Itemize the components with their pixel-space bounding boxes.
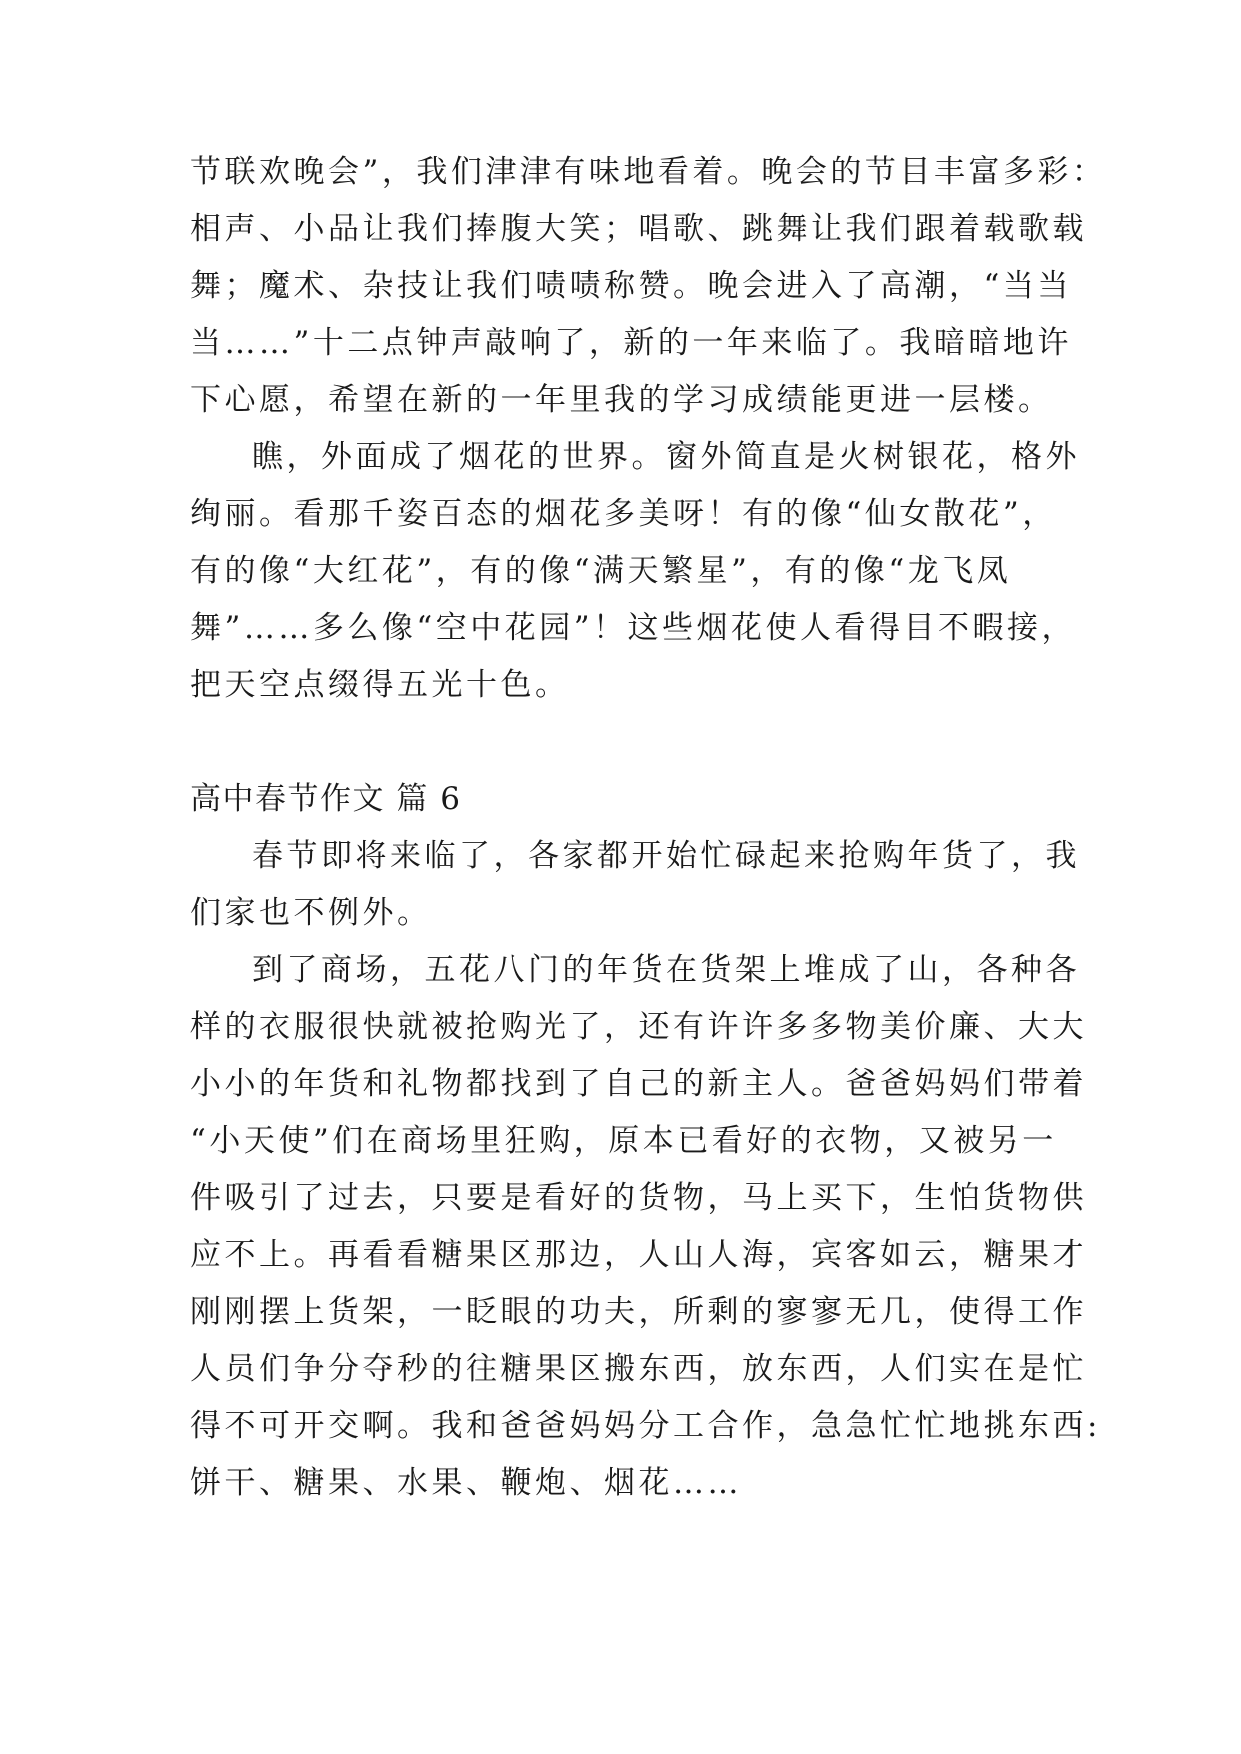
text-line: 相声、小品让我们捧腹大笑；唱歌、跳舞让我们跟着载歌载 bbox=[190, 211, 1087, 247]
text-line: 下心愿，希望在新的一年里我的学习成绩能更进一层楼。 bbox=[190, 382, 1053, 418]
text-line: 舞”……多么像“空中花园”！这些烟花使人看得目不暇接， bbox=[190, 610, 1077, 646]
text-line: 们家也不例外。 bbox=[190, 895, 432, 931]
text-line: 节联欢晚会”，我们津津有味地看着。晚会的节目丰富多彩： bbox=[190, 154, 1107, 190]
text-line: 人员们争分夺秒的往糖果区搬东西，放东西，人们实在是忙 bbox=[190, 1351, 1087, 1387]
text-line: 有的像“大红花”，有的像“满天繁星”，有的像“龙飞凤 bbox=[190, 553, 1012, 589]
text-line: 绚丽。看那千姿百态的烟花多美呀！有的像“仙女散花”， bbox=[190, 496, 1057, 532]
text-line: “小天使”们在商场里狂购，原本已看好的衣物，又被另一 bbox=[190, 1123, 1057, 1159]
section-heading: 高中春节作文 篇 6 bbox=[190, 781, 462, 817]
text-line: 饼干、糖果、水果、鞭炮、烟花…… bbox=[190, 1465, 742, 1501]
text-line: 样的衣服很快就被抢购光了，还有许许多多物美价廉、大大 bbox=[190, 1009, 1087, 1045]
text-line: 当……”十二点钟声敲响了，新的一年来临了。我暗暗地许 bbox=[190, 325, 1072, 361]
text-line: 小小的年货和礼物都找到了自己的新主人。爸爸妈妈们带着 bbox=[190, 1066, 1087, 1102]
text-line: 把天空点缀得五光十色。 bbox=[190, 667, 570, 703]
text-line: 舞；魔术、杂技让我们啧啧称赞。晚会进入了高潮，“当当 bbox=[190, 268, 1072, 304]
text-line: 春节即将来临了，各家都开始忙碌起来抢购年货了，我 bbox=[252, 838, 1080, 874]
text-line: 件吸引了过去，只要是看好的货物，马上买下，生怕货物供 bbox=[190, 1180, 1087, 1216]
text-line: 得不可开交啊。我和爸爸妈妈分工合作，急急忙忙地挑东西: bbox=[190, 1408, 1101, 1444]
text-line: 瞧，外面成了烟花的世界。窗外简直是火树银花，格外 bbox=[252, 439, 1080, 475]
text-line: 刚刚摆上货架，一眨眼的功夫，所剩的寥寥无几，使得工作 bbox=[190, 1294, 1087, 1330]
text-line: 到了商场，五花八门的年货在货架上堆成了山，各种各 bbox=[252, 952, 1080, 988]
text-line: 应不上。再看看糖果区那边，人山人海，宾客如云，糖果才 bbox=[190, 1237, 1087, 1273]
